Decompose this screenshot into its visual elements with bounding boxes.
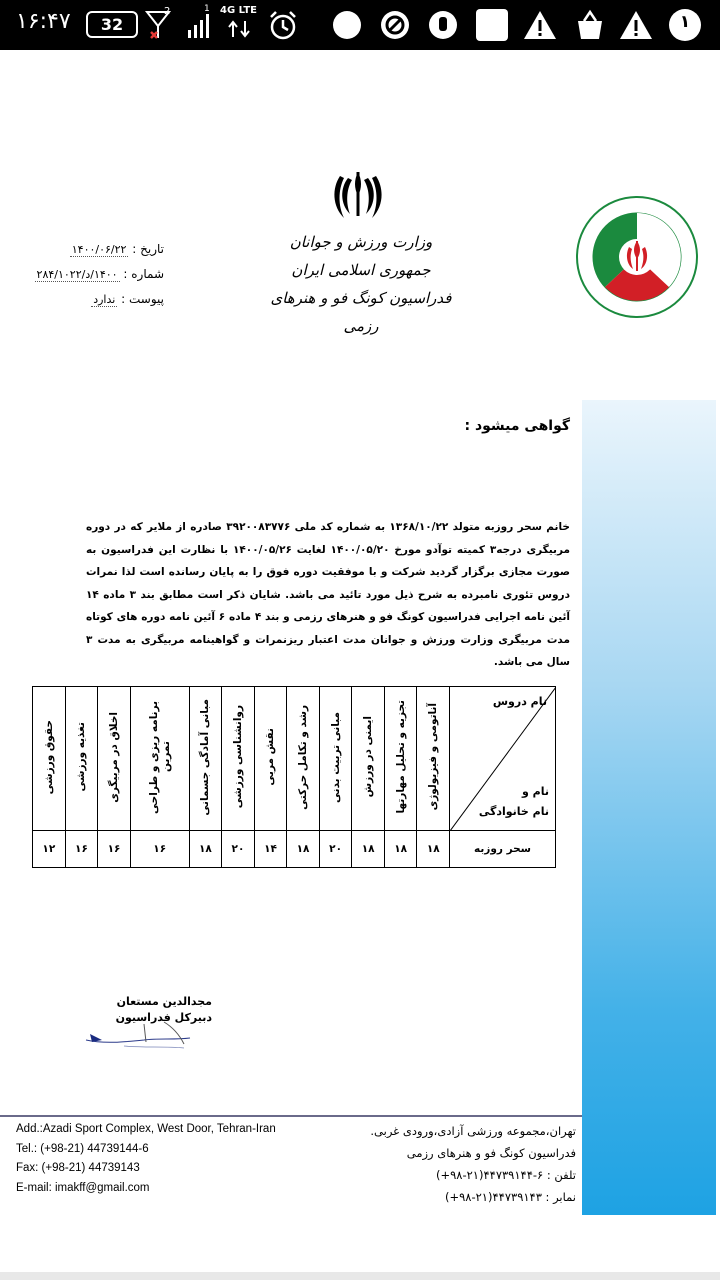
table-row (33, 831, 556, 868)
course-header: تجزیه و تحلیل مهارتها (384, 687, 417, 831)
grade-cell: ۲۰ (222, 831, 255, 868)
footer-tel-en: Tel.: (+98-21) 44739144-6 (16, 1142, 149, 1155)
grade-cell: ۱۸ (352, 831, 385, 868)
course-header: روانشناسی ورزشی (222, 687, 255, 831)
signer-role: دبیرکل فدراسیون (115, 1011, 212, 1024)
grade-cell: ۱۴ (254, 831, 287, 868)
certificate-document (0, 50, 720, 1272)
signal-badge: 1 (204, 4, 210, 14)
shopping-bag-icon (572, 6, 608, 44)
footer-fax-en: Fax: (+98-21) 44739143 (16, 1162, 140, 1174)
corner-courses-label: نام دروس (492, 695, 547, 708)
corner-name-label: نام و نام خانوادگی (478, 785, 549, 818)
course-header: اخلاق در مربیگری (98, 687, 131, 831)
blocked-icon (378, 6, 412, 44)
footer-divider (0, 1115, 582, 1117)
status-bar (0, 0, 720, 50)
number-value: ۱۴۰۰/د/۲۸۴/۱۰۲۲ (36, 268, 118, 281)
table-corner-cell (450, 687, 556, 831)
battery-indicator: 32 (86, 11, 138, 38)
footer-email-en: E-mail: imakff@gmail.com (16, 1181, 150, 1194)
attachment-label: پیوست : (121, 292, 164, 306)
alarm-icon (266, 6, 300, 44)
grade-cell: ۱۶ (98, 831, 131, 868)
hand-notification-icon (426, 6, 460, 44)
number-label: شماره : (123, 267, 164, 281)
grade-cell: ۱۸ (287, 831, 320, 868)
date-row (14, 237, 164, 262)
grade-cell: ۱۶ (130, 831, 189, 868)
warning-icon-2 (618, 6, 654, 44)
signer-name: مجدالدین مستعان (116, 995, 212, 1008)
sim-badge: 2 (164, 6, 171, 17)
table-header-row (33, 687, 556, 831)
federation-name: فدراسیون کونگ فو و هنرهای رزمی (270, 289, 452, 335)
course-header: مبانی تربیت بدنی (319, 687, 352, 831)
grade-cell: ۱۸ (189, 831, 222, 868)
attachment-value: ندارد (93, 293, 116, 306)
course-header: رشد و تکامل حرکتی (287, 687, 320, 831)
bottom-edge (0, 1272, 720, 1280)
grade-cell: ۱۸ (417, 831, 450, 868)
footer-english-contact (16, 1120, 316, 1198)
attachment-row (14, 287, 164, 312)
number-row (14, 262, 164, 287)
circle-notification-icon (330, 6, 364, 44)
student-name-cell: سحر روزبه (450, 831, 556, 868)
date-label: تاریخ : (132, 242, 164, 256)
course-header: آناتومی و فیزیولوژی (417, 687, 450, 831)
course-header: نقش مربی (254, 687, 287, 831)
course-header: تغذیه ورزشی (65, 687, 98, 831)
notification-count: ۱ (679, 12, 691, 32)
course-header: حقوق ورزشی (33, 687, 66, 831)
footer-tel-fa: تلفن : ۶-۴۴۷۳۹۱۴۴(۲۱-۹۸+) (435, 1168, 576, 1182)
iran-emblem-icon (330, 168, 386, 224)
network-type-label: 4G LTE (220, 5, 258, 16)
course-header: مبانی آمادگی جسمانی (189, 687, 222, 831)
letter-meta (14, 237, 164, 312)
square-notification-icon (474, 6, 510, 44)
footer-address-fa: تهران،مجموعه ورزشی آزادی،ورودی غربی. (370, 1124, 576, 1138)
federation-logo-icon (575, 195, 699, 319)
ministry-name: وزارت ورزش و جوانان جمهوری اسلامی ایران (289, 233, 433, 279)
blue-side-strip (582, 400, 716, 1215)
grade-cell: ۱۲ (33, 831, 66, 868)
grade-cell: ۲۰ (319, 831, 352, 868)
notification-count-badge (666, 6, 704, 44)
signal-strength-icon (186, 6, 214, 44)
footer-address-en: Add.:Azadi Sport Complex, West Door, Tehran-Iran (16, 1123, 276, 1135)
certificate-body: خانم سحر روزبه متولد ۱۳۶۸/۱۰/۲۲ به شماره کد ملی ۳۹۲۰۰۸۳۷۷۶ صادره از ملایر که در دوره مربیگری درجه۳ کمیته توآدو مورخ ۱۴۰۰/۰۵/۲۰ لغایت ۱۴۰۰/۰۵/۲۶ با نظارت این فدراسیون به صورت مجازی برگزار گردید شرکت و با موفقیت دوره فوق را به پایان رسانده است لذا نمرات دروس تئوری نامبرده به شرح ذیل مورد تائید می باشد. شایان ذکر است مطابق بند ۳ ماده ۱۴ آئین نامه اجرایی فدراسیون کونگ فو و هنرهای رزمی و بند ۴ ماده ۶ آئین نامه دوره های کوتاه مدت مربیگری وزارت ورزش و جوانان مدت اعتبار ریزنمرات و گواهینامه مربیگری به مدت ۳ سال می باشد. (86, 521, 570, 668)
course-header: برنامه ریزی و طراحی تمرین (130, 687, 189, 831)
grade-cell: ۱۸ (384, 831, 417, 868)
warning-icon (522, 6, 558, 44)
clock: ۱۶:۴۷ (16, 9, 71, 34)
certificate-title: گواهی میشود : (464, 418, 570, 434)
course-header: ایمنی در ورزش (352, 687, 385, 831)
footer-persian-contact (300, 1120, 576, 1208)
footer-fax-fa: نمابر : ۴۴۷۳۹۱۴۳(۲۱-۹۸+) (444, 1190, 576, 1204)
footer-federation-fa: فدراسیون کونگ فو و هنرهای رزمی (406, 1146, 576, 1160)
grade-cell: ۱۶ (65, 831, 98, 868)
handwritten-signature (84, 1018, 194, 1050)
data-arrows-icon (224, 18, 254, 40)
no-sim-signal-icon (140, 6, 176, 44)
date-value: ۱۴۰۰/۰۶/۲۲ (71, 243, 127, 256)
ministry-header (262, 228, 460, 340)
grades-table (32, 686, 556, 868)
